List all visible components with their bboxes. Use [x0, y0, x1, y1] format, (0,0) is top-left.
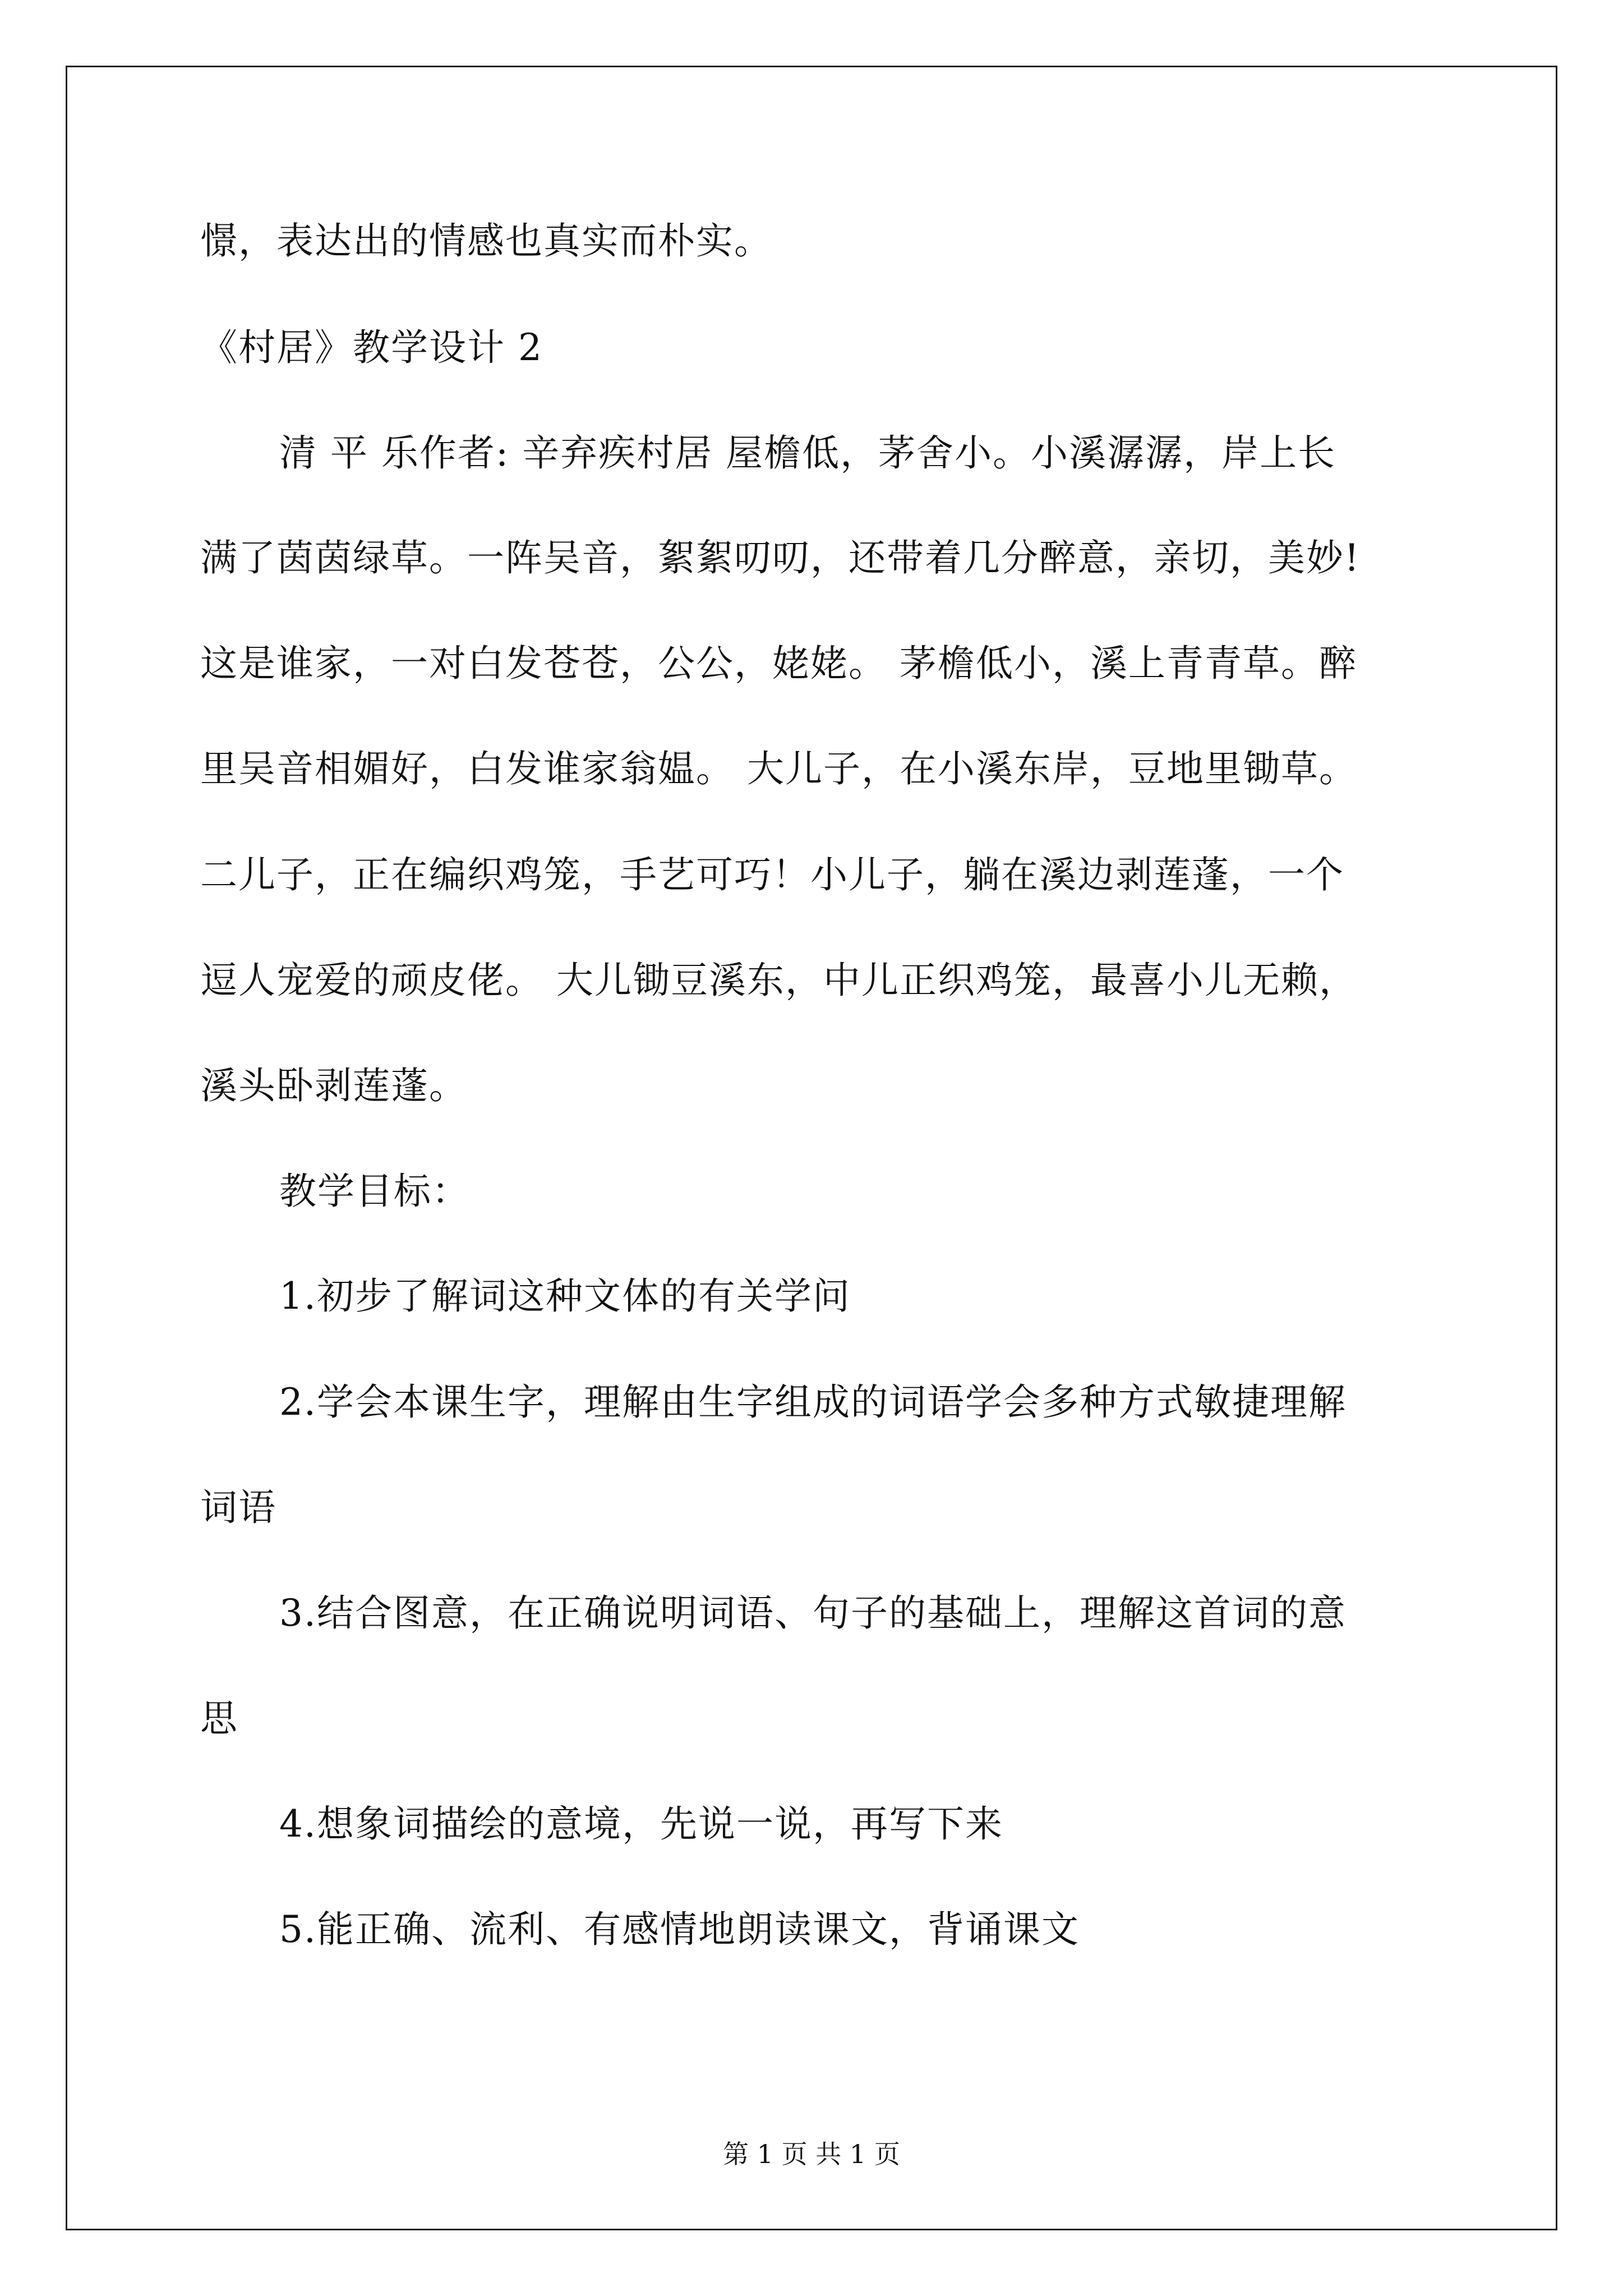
section-heading: 《村居》教学设计 2: [200, 326, 543, 369]
paragraph-line: 逗人宠爱的顽皮佬。 大儿锄豆溪东，中儿正织鸡笼，最喜小儿无赖，: [200, 959, 1357, 1002]
objective-item: 2.学会本课生字，理解由生字组成的词语学会多种方式敏捷理解: [279, 1381, 1347, 1424]
page-border: [66, 66, 1557, 2230]
objective-item: 1.初步了解词这种文体的有关学问: [279, 1274, 851, 1318]
page-number-footer: 第 1 页 共 1 页: [723, 2139, 900, 2169]
objective-item: 3.结合图意，在正确说明词语、句子的基础上，理解这首词的意: [279, 1591, 1347, 1635]
paragraph-line: 里吴音相媚好，白发谁家翁媪。 大儿子，在小溪东岸，豆地里锄草。: [200, 747, 1357, 790]
objective-item: 5.能正确、流利、有感情地朗读课文，背诵课文: [279, 1908, 1080, 1951]
objective-item-continued: 词语: [200, 1486, 276, 1529]
objectives-heading: 教学目标：: [279, 1170, 470, 1213]
paragraph-line: 溪头卧剥莲蓬。: [200, 1064, 467, 1107]
paragraph-line: 这是谁家，一对白发苍苍，公公，姥姥。 茅檐低小，溪上青青草。醉: [200, 642, 1357, 685]
objective-item-continued: 思: [200, 1697, 238, 1740]
objective-item: 4.想象词描绘的意境，先说一说，再写下来: [279, 1802, 1003, 1846]
paragraph-line: 满了茵茵绿草。一阵吴音，絮絮叨叨，还带着几分醉意，亲切，美妙!: [200, 536, 1361, 579]
paragraph-line: 清 平 乐作者: 辛弃疾村居 屋檐低，茅舍小。小溪潺潺，岸上长: [279, 431, 1336, 475]
paragraph-line: 憬，表达出的情感也真实而朴实。: [200, 219, 772, 263]
paragraph-line: 二儿子，正在编织鸡笼，手艺可巧！小儿子，躺在溪边剥莲蓬，一个: [200, 853, 1344, 896]
